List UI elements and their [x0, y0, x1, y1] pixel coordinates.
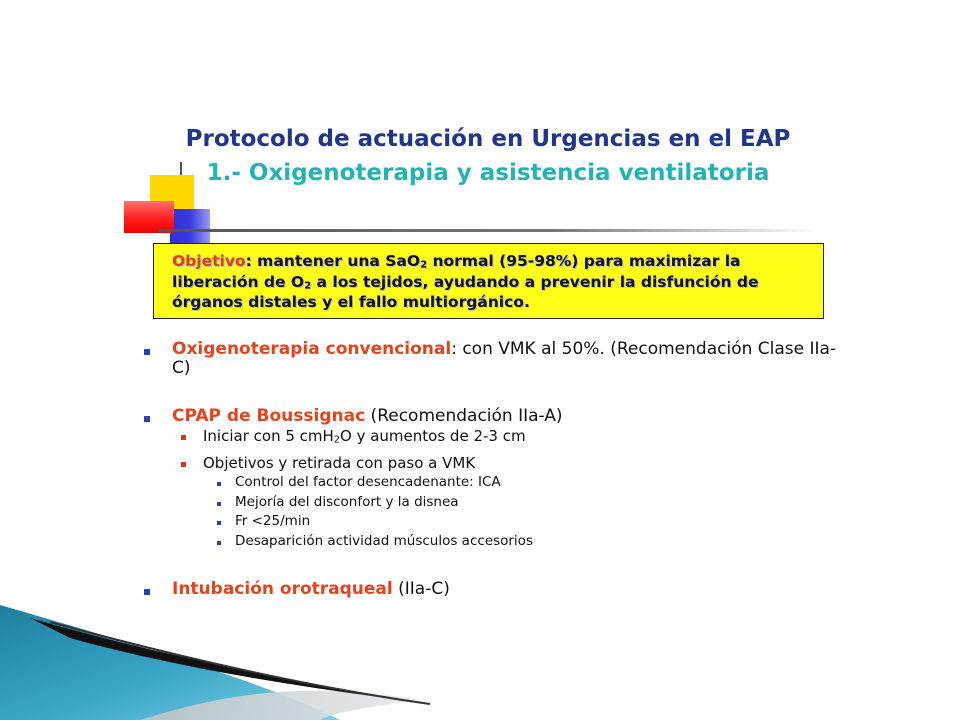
sub-sub-bullet-item: Mejoría del disconfort y la disnea	[203, 493, 841, 513]
bullet-emphasis: Oxigenoterapia convencional	[172, 339, 452, 359]
sub-sub-bullet-item: Control del factor desencadenante: ICA	[203, 473, 841, 493]
sub-bullet-subscript: 2	[333, 434, 341, 446]
bullet-item-oxigenoterapia	[141, 340, 841, 378]
slide-title: Protocolo de actuación en Urgencias en el EAP	[185, 126, 791, 152]
bullet-text: : con VMK al 50%. (Recomendación Clase IIa-C)	[172, 339, 837, 378]
bullet-emphasis: CPAP de Boussignac	[172, 406, 366, 426]
bullet-text: (IIa-C)	[392, 579, 450, 600]
sub-bullet-list	[172, 426, 841, 551]
objective-box	[153, 243, 824, 319]
bullet-item-intubacion	[141, 580, 841, 599]
sub-bullet-text-b: O y aumentos de 2-3 cm	[340, 427, 526, 445]
sub-sub-bullet-item: Fr <25/min	[203, 512, 841, 532]
bullet-item-cpap	[141, 407, 841, 551]
bullet-list-container	[141, 340, 841, 599]
bullet-text: (Recomendación IIa-A)	[365, 406, 563, 426]
objective-subscript-b: 2	[304, 280, 312, 291]
bullet-emphasis: Intubación orotraqueal	[172, 579, 393, 600]
sub-bullet-text: Objetivos y retirada con paso a VMK	[203, 454, 476, 473]
slide-subtitle: 1.- Oxigenoterapia y asistencia ventilatoria	[206, 160, 770, 186]
decorative-horizontal-rule	[158, 229, 818, 232]
objective-lead: Objetivo	[172, 252, 246, 270]
objective-text-a: : mantener una SaO	[245, 252, 421, 270]
sub-bullet-item	[172, 453, 841, 551]
objective-subscript-a: 2	[420, 259, 428, 271]
objective-text-b: normal (95-98%) para maximizar la liberación de O	[172, 252, 741, 291]
objective-text-c: a los tejidos, ayudando a prevenir la disfunción de órganos distales y el fallo multiorgánico.	[172, 272, 759, 311]
sub-bullet-item	[172, 426, 841, 450]
sub-bullet-text-a: Iniciar con 5 cmH	[203, 427, 334, 445]
bullet-list	[141, 340, 841, 599]
sub-sub-bullet-list	[203, 473, 841, 551]
sub-sub-bullet-item: Desaparición actividad músculos accesorios	[203, 532, 841, 552]
decorative-bottom-swoosh	[0, 600, 960, 720]
